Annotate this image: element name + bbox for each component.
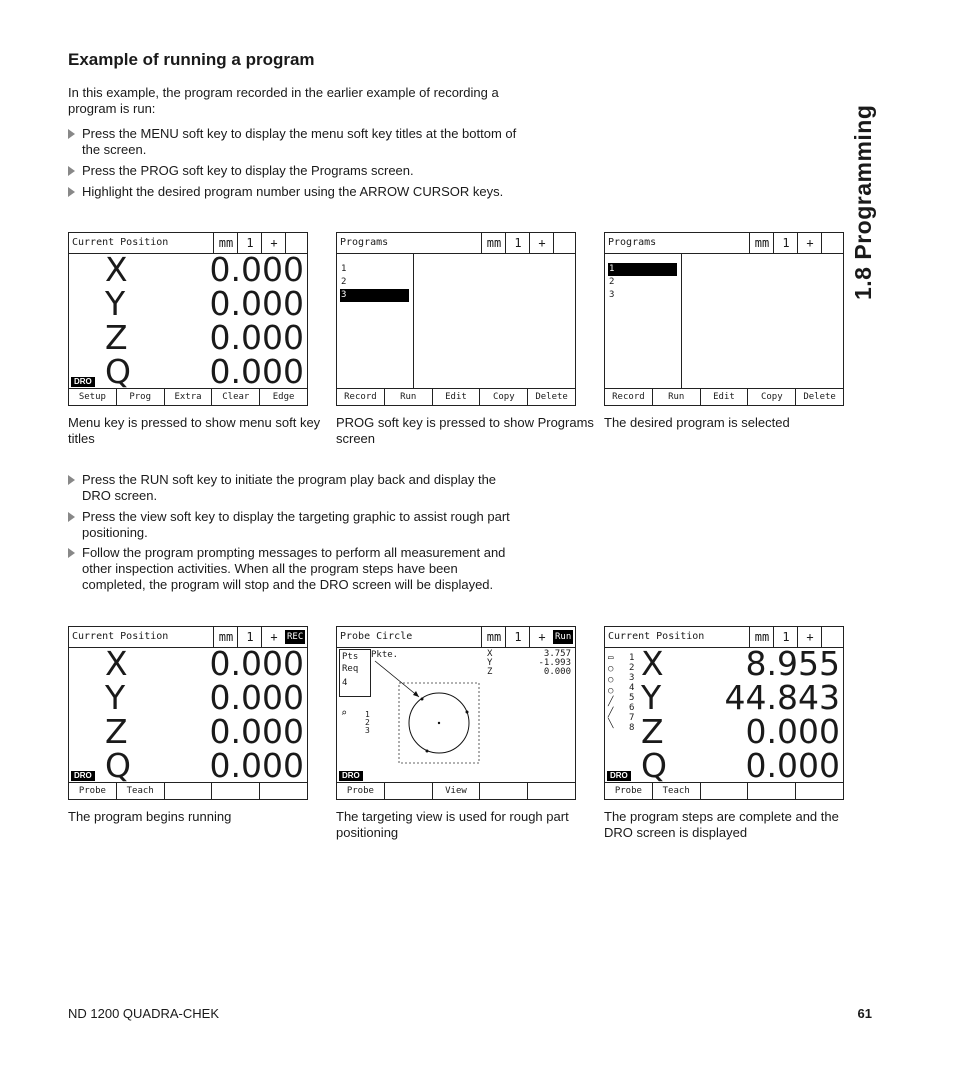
crosshair-icon: + xyxy=(529,233,554,253)
softkey-teach[interactable]: Teach xyxy=(117,783,165,799)
coord-axis: X xyxy=(487,649,493,659)
coord-value: -1.993 xyxy=(538,658,571,668)
feature-icons: ▭ ○ ○ ○ ╱ ╱ ╲ xyxy=(608,653,614,729)
screen-title: Programs xyxy=(340,237,389,248)
screen-caption: The desired program is selected xyxy=(604,415,790,430)
datum-indicator: 1 xyxy=(237,233,262,253)
crosshair-icon: + xyxy=(797,627,822,647)
softkey-bar xyxy=(337,782,575,799)
units-indicator: mm xyxy=(481,233,506,253)
softkey-empty[interactable] xyxy=(528,783,575,799)
softkey-delete[interactable]: Delete xyxy=(535,392,568,402)
coord-axis: Z xyxy=(487,667,493,677)
instruction-step: Follow the program prompting messages to perform all measurement and other inspection activities. When all the program steps have been completed, the program will stop and the DRO screen will be displayed. xyxy=(68,545,518,593)
units-indicator: mm xyxy=(749,627,774,647)
axis-value: 0.000 xyxy=(209,746,304,785)
instruction-step: Highlight the desired program number using the ARROW CURSOR keys. xyxy=(68,184,518,200)
pts-label: Pts xyxy=(342,652,359,662)
crosshair-icon: + xyxy=(261,233,286,253)
step-list: 12345678 xyxy=(629,653,635,733)
softkey-empty[interactable] xyxy=(480,783,528,799)
datum-indicator: 1 xyxy=(505,233,530,253)
softkey-empty[interactable] xyxy=(701,783,749,799)
section-heading: Example of running a program xyxy=(68,50,315,69)
axis-label: Z xyxy=(105,712,128,751)
programs-screen xyxy=(336,232,576,406)
program-list xyxy=(340,263,409,302)
program-item[interactable]: 2 xyxy=(609,277,615,287)
softkey-bar xyxy=(337,388,575,405)
softkey-record[interactable]: Record xyxy=(605,389,653,405)
program-item-selected[interactable]: 1 xyxy=(608,263,677,276)
screen-caption: The targeting view is used for rough part positioning xyxy=(336,809,569,840)
instruction-step: Press the PROG soft key to display the Programs screen. xyxy=(68,163,518,179)
bullet-arrow-icon xyxy=(68,129,75,139)
dro-badge: DRO xyxy=(339,771,363,781)
dro-badge: DRO xyxy=(71,377,95,387)
softkey-empty[interactable] xyxy=(212,783,260,799)
axis-label: Q xyxy=(105,352,131,391)
datum-indicator: 1 xyxy=(773,233,798,253)
coord-axis: Y xyxy=(487,658,493,668)
softkey-copy[interactable]: Copy xyxy=(480,389,528,405)
pkte-label: Pkte. xyxy=(371,650,399,660)
bullet-arrow-icon xyxy=(68,187,75,197)
program-item-selected[interactable]: 3 xyxy=(340,289,409,302)
instruction-step: Press the MENU soft key to display the menu soft key titles at the bottom of the screen. xyxy=(68,126,518,158)
softkey-probe[interactable]: Probe xyxy=(69,783,117,799)
softkey-empty[interactable] xyxy=(385,783,433,799)
axis-value: 0.000 xyxy=(209,352,304,391)
screen-title: Current Position xyxy=(608,631,705,642)
crosshair-icon: + xyxy=(261,627,286,647)
screen-caption: PROG soft key is pressed to show Programs screen xyxy=(336,415,594,446)
softkey-edit[interactable]: Edit xyxy=(701,389,749,405)
chapter-tab-title: 1.8 Programming xyxy=(850,104,876,300)
softkey-setup[interactable]: Setup xyxy=(69,389,117,405)
axis-value: 0.000 xyxy=(209,678,304,717)
step-indicator: 1 2 3 xyxy=(365,710,370,735)
axis-value: 0.000 xyxy=(209,644,304,683)
axis-label: Q xyxy=(105,746,131,785)
screen-caption: The program steps are complete and the DRO screen is displayed xyxy=(604,809,839,840)
softkey-empty[interactable] xyxy=(796,783,843,799)
bullet-arrow-icon xyxy=(68,166,75,176)
axis-label: Y xyxy=(105,284,126,323)
softkey-delete[interactable]: Delete xyxy=(803,392,836,402)
units-indicator: mm xyxy=(213,233,238,253)
axis-value: 0.000 xyxy=(745,712,840,751)
softkey-edge[interactable]: Edge xyxy=(272,392,295,402)
crosshair-icon: + xyxy=(797,233,822,253)
axis-value: 0.000 xyxy=(209,712,304,751)
dro-badge: DRO xyxy=(71,771,95,781)
req-label: Req xyxy=(342,664,359,674)
softkey-copy[interactable]: Copy xyxy=(748,389,796,405)
axis-value: 8.955 xyxy=(745,644,840,683)
list-divider xyxy=(413,253,414,389)
softkey-extra[interactable]: Extra xyxy=(165,389,213,405)
axis-value: 0.000 xyxy=(209,318,304,357)
softkey-bar xyxy=(605,388,843,405)
instruction-step: Press the view soft key to display the targeting graphic to assist rough part positioning. xyxy=(68,509,518,541)
softkey-run[interactable]: Run xyxy=(385,389,433,405)
intro-text: In this example, the program recorded in the earlier example of recording a program is run: xyxy=(68,85,499,116)
softkey-prog[interactable]: Prog xyxy=(117,389,165,405)
axis-label: Q xyxy=(641,746,667,785)
axis-value: 0.000 xyxy=(209,250,304,289)
probe-icon: ⌕ xyxy=(341,708,348,719)
datum-indicator: 1 xyxy=(237,627,262,647)
program-list xyxy=(608,263,677,302)
screen-title: Probe Circle xyxy=(340,631,413,642)
coord-value: 3.757 xyxy=(543,649,571,659)
run-indicator: Run xyxy=(555,632,572,642)
softkey-empty[interactable] xyxy=(165,783,213,799)
units-indicator: mm xyxy=(213,627,238,647)
footer-product: ND 1200 QUADRA-CHEK xyxy=(68,1006,219,1021)
bullet-arrow-icon xyxy=(68,548,75,558)
screen-caption: The program begins running xyxy=(68,809,232,824)
dro-screen-running xyxy=(68,626,308,800)
axis-label: Z xyxy=(641,712,664,751)
bullet-arrow-icon xyxy=(68,512,75,522)
empty-indicator xyxy=(821,233,844,253)
instruction-step: Press the RUN soft key to initiate the program play back and display the DRO screen. xyxy=(68,472,518,504)
softkey-probe[interactable]: Probe xyxy=(337,783,385,799)
program-item[interactable]: 2 xyxy=(341,277,347,287)
datum-indicator: 1 xyxy=(505,627,530,647)
softkey-edit[interactable]: Edit xyxy=(433,389,481,405)
softkey-empty[interactable] xyxy=(260,783,307,799)
dro-screen-complete xyxy=(604,626,844,800)
softkey-bar xyxy=(605,782,843,799)
axis-label: X xyxy=(641,644,664,683)
targeting-screen xyxy=(336,626,576,800)
rec-indicator: REC xyxy=(287,632,304,642)
softkey-view[interactable]: View xyxy=(433,783,481,799)
axis-label: Y xyxy=(641,678,662,717)
softkey-empty[interactable] xyxy=(748,783,796,799)
axis-label: X xyxy=(105,644,128,683)
axis-value: 44.843 xyxy=(724,678,840,717)
program-item[interactable]: 1 xyxy=(341,264,347,274)
empty-indicator xyxy=(553,233,576,253)
softkey-clear[interactable]: Clear xyxy=(212,389,260,405)
softkey-probe[interactable]: Probe xyxy=(605,783,653,799)
axis-label: X xyxy=(105,250,128,289)
screen-title: Programs xyxy=(608,237,657,248)
softkey-record[interactable]: Record xyxy=(337,389,385,405)
program-item[interactable]: 3 xyxy=(609,290,615,300)
dro-screen-menu xyxy=(68,232,308,406)
units-indicator: mm xyxy=(749,233,774,253)
programs-screen-selected xyxy=(604,232,844,406)
dro-badge: DRO xyxy=(607,771,631,781)
datum-indicator: 1 xyxy=(773,627,798,647)
axis-value: 0.000 xyxy=(209,284,304,323)
axis-value: 0.000 xyxy=(745,746,840,785)
req-value: 4 xyxy=(342,678,348,688)
softkey-bar xyxy=(69,388,307,405)
screen-caption: Menu key is pressed to show menu soft key titles xyxy=(68,415,321,446)
coord-value: 0.000 xyxy=(543,667,571,677)
screen-title: Current Position xyxy=(72,631,169,642)
screen-title: Current Position xyxy=(72,237,169,248)
axis-label: Z xyxy=(105,318,128,357)
list-divider xyxy=(681,253,682,389)
softkey-run[interactable]: Run xyxy=(653,389,701,405)
axis-label: Y xyxy=(105,678,126,717)
units-indicator: mm xyxy=(481,627,506,647)
softkey-teach[interactable]: Teach xyxy=(653,783,701,799)
crosshair-icon: + xyxy=(529,627,554,647)
softkey-bar xyxy=(69,782,307,799)
page-number: 61 xyxy=(857,1006,872,1021)
bullet-arrow-icon xyxy=(68,475,75,485)
